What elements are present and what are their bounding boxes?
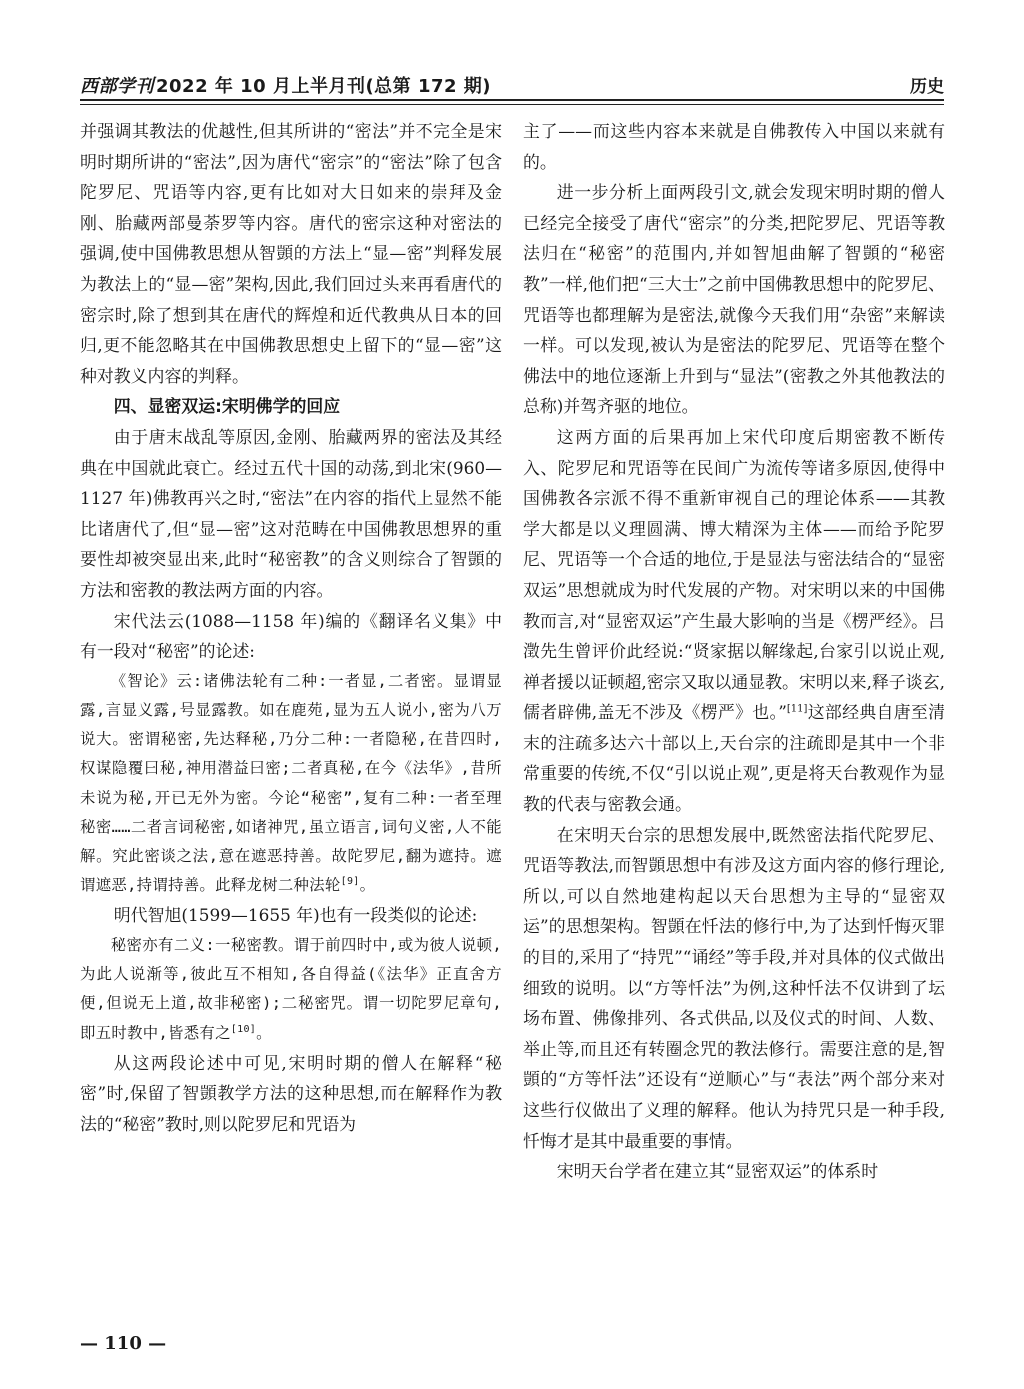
section-heading: 四、显密双运:宋明佛学的回应 xyxy=(113,396,341,417)
journal-logo: 西部学刊 xyxy=(80,76,154,97)
paragraph-text: 这部经典自唐至清末的注疏多达六十部以上,天台宗的注疏即是其中一个非常重要的传统,不仅“引以说止观”,更是将天台教观作为显教的代表与密教会通。 xyxy=(523,702,945,815)
paragraph: 进一步分析上面两段引文,就会发现宋明时期的僧人已经完全接受了唐代“密宗”的分类,把陀罗尼、咒语等教法归在“秘密”的范围内,并如智旭曲解了智顗的“秘密教”一样,他们把“三大士”之前中国佛教思想中的陀罗尼、咒语等也都理解为是密法,就像今天我们用“杂密”来解读一样。可以发现,被认为是密法的陀罗尼、咒语等在整个佛法中的地位逐渐上升到与“显法”(密教之外其他教法的总称)并驾齐驱的地位。 xyxy=(523,182,945,417)
paragraph: 由于唐末战乱等原因,金刚、胎藏两界的密法及其经典在中国就此衰亡。经过五代十国的动荡,到北宋(960—1127 年)佛教再兴之时,“密法”在内容的指代上显然不能比诸唐代了,但“显—密”这对范畴在中国佛教思想界的重要性却被突显出来,此时“秘密教”的含义则综合了智顗的方法和密教的教法两方面的内容。 xyxy=(80,426,502,600)
left-column xyxy=(80,116,502,1266)
issue-info: 2022 年 10 月上半月刊(总第 172 期) xyxy=(156,76,492,97)
citation-ref[interactable]: [10] xyxy=(230,1023,257,1035)
block-quote xyxy=(80,667,502,901)
quote-end: 。 xyxy=(359,876,376,895)
page-number: — 110 — xyxy=(80,1333,167,1354)
citation-ref[interactable]: [11] xyxy=(786,703,808,715)
running-header xyxy=(80,70,944,100)
header-rule xyxy=(80,99,944,101)
citation-ref[interactable]: [9] xyxy=(340,875,360,887)
paragraph: 在宋明天台宗的思想发展中,既然密法指代陀罗尼、咒语等教法,而智顗思想中有涉及这方面内容的修行理论,所以,可以自然地建构起以天台思想为主导的“显密双运”的思想架构。智顗在忏法的修行中,为了达到忏悔灭罪的目的,采用了“持咒”“诵经”等手段,并对具体的仪式做出细致的说明。以“方等忏法”为例,这种忏法不仅讲到了坛场布置、佛像排列、各式供品,以及仪式的时间、人数、举止等,而且还有转圈念咒的教法修行。需要注意的是,智顗的“方等忏法”还设有“逆顺心”与“表法”两个部分来对这些行仪做出了义理的解释。他认为持咒只是一种手段,忏悔才是其中最重要的事情。 xyxy=(523,824,945,1151)
quote-text: 秘密亦有二义:一秘密教。谓于前四时中,或为彼人说顿,为此人说渐等,彼此互不相知,各自得益(《法华》正直舍方便,但说无上道,故非秘密);二秘密咒。谓一切陀罗尼章句,即五时教中,皆悉有之 xyxy=(80,935,502,1042)
header-rule-thin xyxy=(80,104,944,105)
block-quote xyxy=(80,931,502,1048)
paragraph: 明代智旭(1599—1655 年)也有一段类似的论述: xyxy=(113,905,478,926)
right-column xyxy=(523,116,945,1266)
quote-text: 《智论》云:诸佛法轮有二种:一者显,二者密。显谓显露,言显义露,号显露教。如在鹿苑,显为五人说小,密为八万说大。密谓秘密,先达释秘,乃分二种:一者隐秘,在昔四时,权谋隐覆曰秘,神用潜益曰密;二者真秘,在今《法华》,昔所未说为秘,开已无外为密。今论“秘密”,复有二种:一者至理秘密……二者言词秘密,如诸神咒,虽立语言,词句义密,人不能解。究此密谈之法,意在遮恶持善。故陀罗尼,翻为遮持。遮谓遮恶,持谓持善。此释龙树二种法轮 xyxy=(80,671,502,895)
paragraph xyxy=(523,422,945,820)
section-label: 历史 xyxy=(910,77,944,97)
paragraph: 并强调其教法的优越性,但其所讲的“密法”并不完全是宋明时期所讲的“密法”,因为唐代“密宗”的“密法”除了包含陀罗尼、咒语等内容,更有比如对大日如来的崇拜及金刚、胎藏两部曼荼罗等内容。唐代的密宗这种对密法的强调,使中国佛教思想从智顗的方法上“显—密”判释发展为教法上的“显—密”架构,因此,我们回过头来再看唐代的密宗时,除了想到其在唐代的辉煌和近代教典从日本的回归,更不能忽略其在中国佛教思想史上留下的“显—密”这种对教义内容的判释。 xyxy=(80,121,502,386)
paragraph: 主了——而这些内容本来就是自佛教传入中国以来就有的。 xyxy=(523,121,945,172)
paragraph: 宋明天台学者在建立其“显密双运”的体系时 xyxy=(556,1161,879,1182)
paragraph-text: 这两方面的后果再加上宋代印度后期密教不断传入、陀罗尼和咒语等在民间广为流传等诸多原因,使得中国佛教各宗派不得不重新审视自己的理论体系——其教学大都是以义理圆满、博大精深为主体——而给予陀罗尼、咒语等一个合适的地位,于是显法与密法结合的“显密双运”思想就成为时代发展的产物。对宋明以来的中国佛教而言,对“显密双运”产生最大影响的当是《楞严经》。吕澂先生曾评价此经说:“贤家据以解缘起,台家引以说止观,禅者援以证顿超,密宗又取以通显教。宋明以来,释子谈玄,儒者辟佛,盖无不涉及《楞严》也。” xyxy=(523,426,945,723)
paragraph: 宋代法云(1088—1158 年)编的《翻译名义集》中有一段对“秘密”的论述: xyxy=(80,610,502,662)
paragraph: 从这两段论述中可见,宋明时期的僧人在解释“秘密”时,保留了智顗教学方法的这种思想,而在解释作为教法的“秘密”教时,则以陀罗尼和咒语为 xyxy=(80,1052,502,1134)
quote-end: 。 xyxy=(256,1023,272,1042)
journal-info xyxy=(80,72,491,98)
